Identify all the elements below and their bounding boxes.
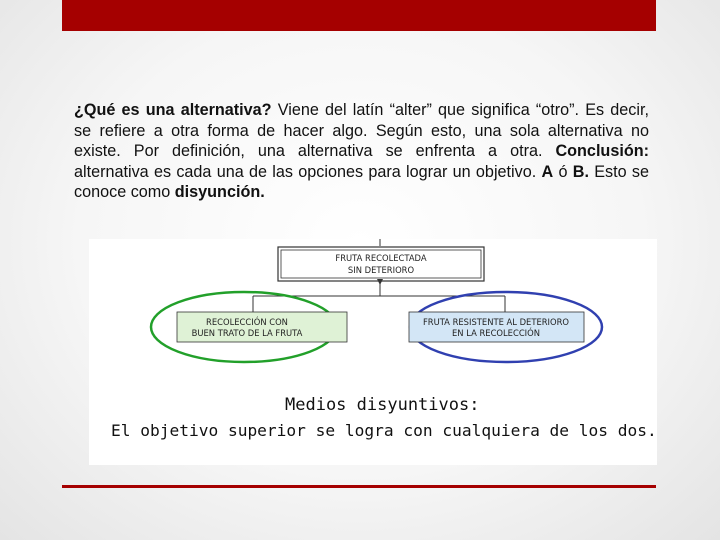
bottom-accent-line [62,485,656,488]
goal-box [278,247,484,281]
question-text: Viene del latín “alter” que significa “otro”. Es decir, se refiere a otra forma de hacer algo. Según esto, una sola alternativa no existe. Por definición, una alternativa se enfrenta a otra. [74,101,649,160]
means-left [151,292,347,362]
goal-line-1: FRUTA RECOLECTADA [335,253,427,263]
conclusion-label: Conclusión: [555,142,649,160]
disyuncion-term: disyunción. [174,183,265,201]
right-line-2: EN LA RECOLECCIÓN [452,328,540,338]
left-line-2: BUEN TRATO DE LA FRUTA [191,328,303,338]
conoce-text: Esto se conoce como [74,162,650,201]
option-b: B. [572,162,589,181]
disjunction-diagram [89,239,657,465]
conclusion-text: alternativa es cada una de las opciones para lograr un objetivo. [74,162,542,181]
goal-line-2: SIN DETERIORO [347,265,415,275]
connector-o: ó [553,162,573,181]
option-a: A [541,162,554,181]
caption-title: Medios disyuntivos: [285,395,480,415]
top-accent-bar [62,0,656,31]
question-heading: ¿Qué es una alternativa? [74,101,272,119]
intro-paragraph [74,100,649,203]
left-line-1: RECOLECCIÓN CON [206,317,288,327]
caption-body: El objetivo superior se logra con cualquiera de los dos. [111,421,657,440]
right-line-1: FRUTA RESISTENTE AL DETERIORO [422,317,570,327]
